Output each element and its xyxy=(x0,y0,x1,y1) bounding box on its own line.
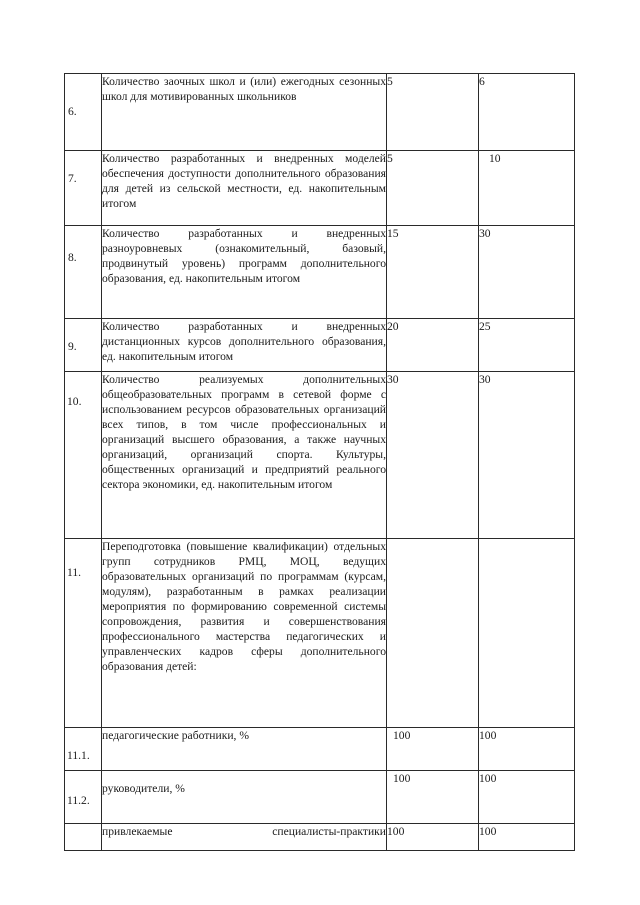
value-year-1: 100 xyxy=(387,771,479,824)
row-number: 11. xyxy=(67,566,82,579)
table-row-11-1 xyxy=(65,728,575,771)
value-year-2: 100 xyxy=(479,728,575,771)
indicator-description: Количество разработанных и внедренных дистанционных курсов дополнительного образования, ед. накопительным итогом xyxy=(102,319,387,372)
row-number-cell xyxy=(65,824,102,851)
value-year-2: 30 xyxy=(479,372,575,539)
value-year-1: 100 xyxy=(387,728,479,771)
value-year-2: 25 xyxy=(479,319,575,372)
value-year-2: 30 xyxy=(479,226,575,319)
row-number-cell xyxy=(65,74,102,151)
indicator-description: Количество заочных школ и (или) ежегодных сезонных школ для мотивированных школьников xyxy=(102,74,387,151)
indicators-table xyxy=(64,73,575,851)
value-year-2 xyxy=(479,539,575,728)
row-number-cell xyxy=(65,319,102,372)
table-row-9 xyxy=(65,319,575,372)
indicator-description: руководители, % xyxy=(102,771,387,824)
indicator-description: Количество разработанных и внедренных разноуровневых (ознакомительный, базовый, продвинутый уровень) программ дополнительного образования, ед. накопительным итогом xyxy=(102,226,387,319)
indicator-description: Количество реализуемых дополнительных общеобразовательных программ в сетевой форме с использованием ресурсов образовательных организаций всех типов, в том числе профессиональных и организаций высшего образования, а также научных организаций, организаций спорта. Культуры, общественных организаций и предприятий реального сектора экономики, ед. накопительным итогом xyxy=(102,372,387,539)
row-number: 9. xyxy=(68,340,77,353)
indicator-description: педагогические работники, % xyxy=(102,728,387,771)
row-number-cell xyxy=(65,151,102,226)
row-number: 6. xyxy=(68,105,77,118)
table-row-11-2 xyxy=(65,771,575,824)
row-number-cell xyxy=(65,226,102,319)
value-year-1: 30 xyxy=(387,372,479,539)
value-year-2: 100 xyxy=(479,771,575,824)
row-number: 10. xyxy=(67,395,82,408)
value-year-1: 20 xyxy=(387,319,479,372)
row-number: 7. xyxy=(68,172,77,185)
table-row-7 xyxy=(65,151,575,226)
value-year-2: 6 xyxy=(479,74,575,151)
row-number-cell xyxy=(65,372,102,539)
value-year-1: 5 xyxy=(387,74,479,151)
row-number: 11.1. xyxy=(67,749,90,762)
row-number-cell xyxy=(65,771,102,824)
value-year-2: 10 xyxy=(479,151,575,226)
value-year-1 xyxy=(387,539,479,728)
table-row-8 xyxy=(65,226,575,319)
table-row-11-3 xyxy=(65,824,575,851)
table-row-11 xyxy=(65,539,575,728)
table-row-6 xyxy=(65,74,575,151)
value-year-1: 100 xyxy=(387,824,479,851)
indicator-description: Переподготовка (повышение квалификации) отдельных групп сотрудников РМЦ, МОЦ, ведущих образовательных организаций по программам (курсам, модулям), разработанным в рамках реализации мероприятия по формированию современной системы сопровождения, развития и совершенствования профессионального мастерства педагогических и управленческих кадров сферы дополнительного образования детей: xyxy=(102,539,387,728)
value-year-1: 5 xyxy=(387,151,479,226)
value-year-2: 100 xyxy=(479,824,575,851)
indicator-description: Количество разработанных и внедренных моделей обеспечения доступности дополнительного образования для детей из сельской местности, ед. накопительным итогом xyxy=(102,151,387,226)
row-number-cell xyxy=(65,728,102,771)
row-number: 8. xyxy=(68,251,77,264)
row-number-cell xyxy=(65,539,102,728)
table-row-10 xyxy=(65,372,575,539)
row-number: 11.2. xyxy=(67,794,90,807)
value-year-1: 15 xyxy=(387,226,479,319)
indicator-description: привлекаемые специалисты-практики xyxy=(102,824,387,851)
